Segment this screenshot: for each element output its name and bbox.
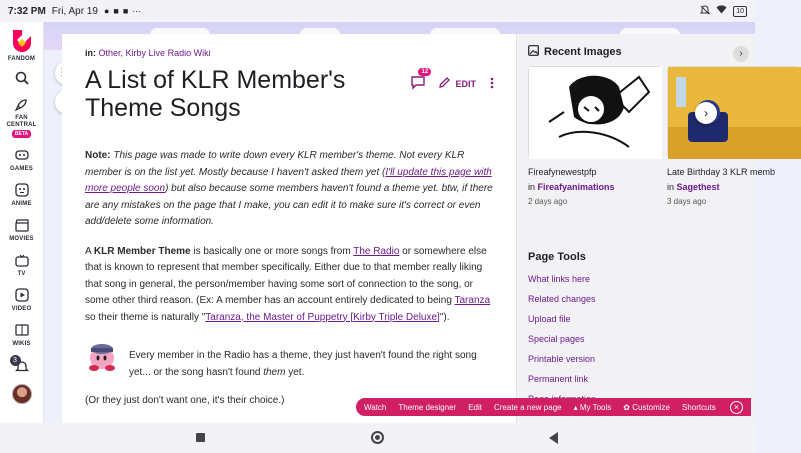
- source-wiki-link[interactable]: Sagethest: [676, 182, 720, 192]
- messenger-icon: ●: [103, 6, 110, 16]
- toolbar-watch[interactable]: Watch: [364, 402, 387, 412]
- text-span: or somewhere else that is known to represent that member specifically. Either due to that member really liking that song in general, the person/member having some sort of connection to the song, or some other third reason. (Ex: A member has an account entirely dedicated to being: [85, 245, 487, 306]
- my-tools-label: My Tools: [579, 402, 612, 412]
- the-radio-link[interactable]: The Radio: [353, 245, 400, 257]
- home-button[interactable]: [371, 431, 384, 444]
- kirby-note-row: [85, 339, 494, 381]
- rail-item-label: FAN CENTRAL: [6, 115, 37, 128]
- image-card[interactable]: [667, 66, 800, 206]
- rail-item-anime[interactable]: [0, 181, 44, 208]
- back-button[interactable]: [549, 432, 558, 444]
- tool-related-changes[interactable]: Related changes: [528, 294, 596, 304]
- rail-item-label: TV: [17, 271, 26, 277]
- toolbar-create-page[interactable]: Create a new page: [493, 402, 562, 412]
- page-tools-heading: Page Tools: [528, 251, 586, 263]
- right-rail: [516, 34, 776, 423]
- crumbs-prefix: in:: [85, 48, 96, 58]
- image-caption: Fireafynewestpfp: [528, 167, 597, 177]
- edit-button[interactable]: [439, 77, 476, 90]
- rail-item-movies[interactable]: [0, 216, 44, 243]
- tool-permanent-link[interactable]: Permanent link: [528, 374, 589, 384]
- source-prefix: in: [528, 182, 536, 192]
- fandom-toolbar: [356, 398, 751, 416]
- rail-item-label: GAMES: [9, 166, 33, 172]
- fandom-logo-icon: [11, 28, 33, 54]
- anime-icon: [13, 181, 31, 199]
- controller-icon-2: ■: [122, 6, 129, 16]
- rail-item-fan-central[interactable]: [0, 95, 44, 138]
- image-icon: [528, 45, 539, 59]
- emphasis: them: [263, 366, 286, 378]
- image-thumbnail: [667, 66, 800, 158]
- text-span: is basically one or more songs from: [190, 245, 354, 257]
- clapper-icon: [13, 216, 31, 234]
- user-avatar-button[interactable]: [0, 384, 44, 404]
- collapse-rail-button[interactable]: ›: [733, 46, 749, 62]
- tool-upload-file[interactable]: Upload file: [528, 314, 571, 324]
- controller-icon: ■: [113, 6, 119, 16]
- rail-item-label: WIKIS: [12, 341, 31, 347]
- toolbar-theme-designer[interactable]: Theme designer: [398, 402, 457, 412]
- source-wiki-link[interactable]: Fireafyanimations: [537, 182, 615, 192]
- search-icon: [13, 69, 31, 87]
- recents-button[interactable]: [196, 433, 205, 442]
- play-icon: [13, 286, 31, 304]
- category-link-other[interactable]: Other,: [98, 48, 124, 58]
- mute-icon: [700, 5, 710, 18]
- note-text-1: This page was made to write down every KLR member's theme. Not every KLR member is on the list yet. Mostly because I haven't asked them yet (: [85, 150, 465, 178]
- notifications-wrap: [13, 358, 31, 376]
- note-text-2: ) but also because some members haven't found a theme yet. btw, if there are any mistakes on the page that I make, you can edit it to make sure it's correct or even add/delete some information.: [85, 183, 493, 227]
- global-nav-rail: [0, 22, 44, 423]
- carousel-next-button[interactable]: ›: [695, 102, 717, 124]
- image-caption: Late Birthday 3 KLR memb: [667, 167, 776, 177]
- wikis-icon: [13, 321, 31, 339]
- toolbar-close-icon[interactable]: ×: [730, 401, 743, 414]
- note-link[interactable]: I'll update this page with more people soon: [85, 166, 492, 194]
- tv-icon: [13, 251, 31, 269]
- bold-term: KLR Member Theme: [93, 245, 191, 257]
- fandom-logo-label: FANDOM: [7, 56, 36, 62]
- text-span: yet.: [285, 366, 305, 378]
- title-row: [85, 66, 494, 128]
- toolbar-edit[interactable]: Edit: [468, 402, 482, 412]
- comments-button[interactable]: [411, 69, 429, 91]
- rail-item-wikis[interactable]: [0, 321, 44, 348]
- kirby-note-text: [129, 339, 494, 381]
- status-bar: [0, 0, 755, 22]
- image-age: 3 days ago: [667, 197, 707, 206]
- tool-what-links-here[interactable]: What links here: [528, 274, 591, 284]
- tool-printable-version[interactable]: Printable version: [528, 354, 596, 364]
- recent-images-title: Recent Images: [544, 46, 622, 58]
- edit-label: EDIT: [455, 78, 476, 89]
- birthday-picture: [668, 67, 801, 159]
- choice-paragraph: (Or they just don't want one, it's their choice.): [85, 395, 285, 406]
- text-span: Every member in the Radio has a theme, they just haven't found the right song yet... or the song hasn't found: [129, 350, 477, 378]
- rail-item-games[interactable]: [0, 146, 44, 173]
- rail-item-video[interactable]: [0, 286, 44, 313]
- comment-count: 12: [418, 68, 431, 76]
- image-age: 2 days ago: [528, 197, 568, 206]
- recent-images-heading: [528, 45, 622, 59]
- android-nav-bar: [0, 423, 755, 453]
- image-card[interactable]: [528, 66, 661, 206]
- category-breadcrumb: [85, 48, 494, 58]
- rocket-icon: [13, 95, 31, 113]
- note-paragraph: [85, 148, 494, 231]
- beta-badge: BETA: [12, 130, 31, 138]
- taranza-link[interactable]: Taranza: [454, 295, 491, 306]
- definition-paragraph: [85, 244, 494, 327]
- text-span: ").: [439, 311, 450, 323]
- status-date: Fri, Apr 19: [51, 5, 98, 17]
- gear-icon: ✿: [623, 402, 630, 412]
- image-source: [528, 182, 661, 192]
- more-icon: ···: [132, 6, 142, 16]
- image-source: [667, 182, 800, 192]
- text-span: so their theme is naturally ": [85, 311, 206, 323]
- article-content: [62, 34, 516, 423]
- taranza-song-link[interactable]: Taranza, the Master of Puppetry [Kirby Triple Deluxe]: [205, 311, 440, 323]
- kirby-image: [85, 339, 119, 373]
- sketch-drawing: [529, 67, 662, 159]
- page-actions: [411, 69, 494, 91]
- toolbar-shortcuts[interactable]: Shortcuts: [682, 402, 716, 412]
- battery-icon: 10: [733, 6, 747, 17]
- notification-count: 3: [10, 355, 21, 366]
- page-tools-list: [528, 274, 596, 414]
- category-link-klr-wiki[interactable]: Kirby Live Radio Wiki: [125, 48, 211, 58]
- pencil-icon: [439, 77, 450, 90]
- gamepad-icon: [13, 146, 31, 164]
- wifi-icon: [716, 5, 727, 17]
- page-title: A List of KLR Member's Theme Songs: [85, 66, 346, 122]
- note-label: Note:: [85, 150, 111, 161]
- image-thumbnail: [528, 66, 661, 158]
- rail-item-label: ANIME: [11, 201, 32, 207]
- rail-item-label: MOVIES: [9, 236, 34, 242]
- more-options-icon[interactable]: [490, 77, 494, 91]
- notifications-button[interactable]: [0, 358, 44, 376]
- search-button[interactable]: [0, 69, 44, 87]
- fandom-logo[interactable]: [0, 28, 44, 63]
- status-time: 7:32 PM: [8, 5, 46, 17]
- comment-icon: [411, 81, 425, 91]
- source-prefix: in: [667, 182, 675, 192]
- avatar: [12, 384, 32, 404]
- customize-label: Customize: [632, 402, 670, 412]
- text-span: A: [85, 245, 94, 257]
- toolbar-customize[interactable]: [623, 403, 670, 412]
- rail-item-tv[interactable]: [0, 251, 44, 278]
- tool-special-pages[interactable]: Special pages: [528, 334, 585, 344]
- article-body: [85, 148, 494, 410]
- rail-item-label: VIDEO: [11, 306, 32, 312]
- toolbar-my-tools[interactable]: [574, 403, 612, 412]
- chevron-up-icon: ▴: [573, 402, 578, 412]
